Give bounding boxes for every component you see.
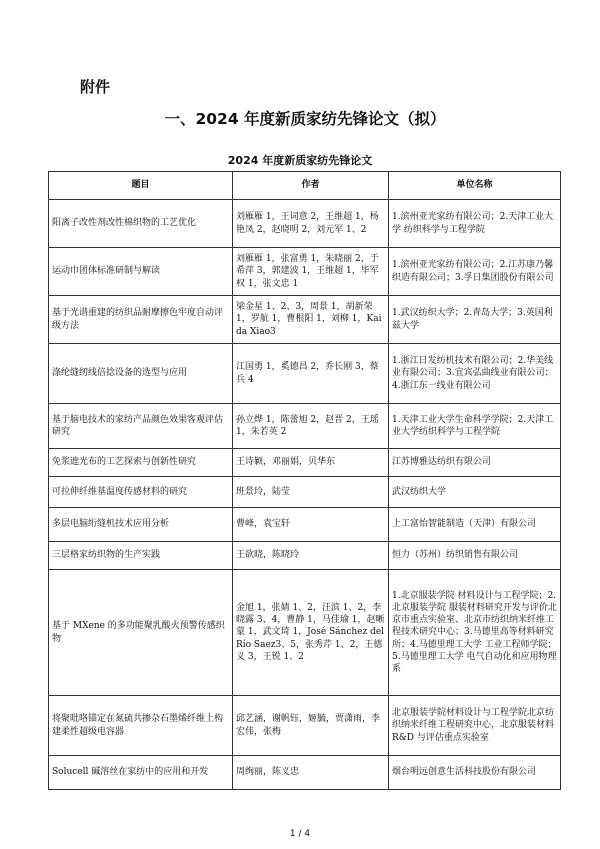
paper-units: 恒力（苏州）纺织销售有限公司 xyxy=(389,542,561,570)
attachment-label: 附件 xyxy=(80,78,111,96)
paper-title: 将聚吡咯锚定在氮硫共掺杂石墨烯纤维上构建柔性超级电容器 xyxy=(49,696,233,756)
paper-units: 北京服装学院材料设计与工程学院北京纺织纳米纤维工程研究中心，北京服装材料 R&D 与评估重点实验室 xyxy=(389,696,561,756)
table-row xyxy=(49,570,561,696)
paper-units: 江苏博雅达纺织有限公司 xyxy=(389,449,561,477)
paper-title: 可拉伸纤维基温度传感材料的研究 xyxy=(49,477,233,508)
table-header-row xyxy=(49,172,561,200)
paper-units: 1.武汉纺织大学；2.青岛大学；3.英国利兹大学 xyxy=(389,296,561,344)
papers-table xyxy=(48,171,561,790)
paper-title: 运动巾团体标准研制与解读 xyxy=(49,248,233,296)
paper-title: 阳离子改性剂改性棉织物的工艺优化 xyxy=(49,200,233,248)
table-row xyxy=(49,477,561,508)
section-heading: 一、2024 年度新质家纺先锋论文（拟） xyxy=(164,110,446,128)
paper-authors: 刘雁雁 1，王词意 2，王维超 1，杨艳凤 2，赵晓明 2，刘元军 1、2 xyxy=(233,200,389,248)
paper-title: 涤纶缝纫线倍捻设备的选型与应用 xyxy=(49,344,233,404)
paper-units: 1.北京服装学院 材料设计与工程学院；2.北京服装学院 服装材料研究开发与评价北京市重点实验室、北京市纺织纳米纤维工程技术研究中心；3.马德里高等材料研究所；4.马德里理工大学 工业工程师学院；5.马德里理工大学 电气自动化和应用物理系 xyxy=(389,570,561,696)
paper-authors: 梁金星 1、2、3，周景 1，胡新荣 1，罗航 1，曹根阳 1，刘柳 1，Kaida Xiao3 xyxy=(233,296,389,344)
paper-units: 1.滨州亚光家纺有限公司；2.天津工业大学 纺织科学与工程学院 xyxy=(389,200,561,248)
paper-title: 基于脑电技术的家纺产品颜色效果客观评估研究 xyxy=(49,404,233,449)
table-row xyxy=(49,508,561,542)
paper-authors: 班景玲，陆莹 xyxy=(233,477,389,508)
paper-authors: 孙立烨 1，陈蕾旭 2，赵晋 2，王瑶 1，朱若英 2 xyxy=(233,404,389,449)
table-row xyxy=(49,542,561,570)
paper-title: Solucell 碱溶丝在家纺中的应用和开发 xyxy=(49,756,233,790)
paper-title: 基于 MXene 的多功能聚乳酸火预警传感织物 xyxy=(49,570,233,696)
table-row xyxy=(49,696,561,756)
table-row xyxy=(49,404,561,449)
page-number: 1 / 4 xyxy=(289,829,311,839)
paper-authors: 江国勇 1，奚德昌 2，乔长刚 3，蔡兵 4 xyxy=(233,344,389,404)
paper-authors: 周绚丽，陈义忠 xyxy=(233,756,389,790)
table-row xyxy=(49,449,561,477)
paper-authors: 曹峰，袁宝轩 xyxy=(233,508,389,542)
table-row xyxy=(49,756,561,790)
paper-units: 武汉纺织大学 xyxy=(389,477,561,508)
table-row xyxy=(49,344,561,404)
paper-authors: 王欲晓，陈晓玲 xyxy=(233,542,389,570)
paper-authors: 王诗颖，邓丽娟，贝华东 xyxy=(233,449,389,477)
header-units: 单位名称 xyxy=(389,172,561,200)
paper-units: 上工富怡智能制造（天津）有限公司 xyxy=(389,508,561,542)
paper-title: 免浆遮光布的工艺探索与创新性研究 xyxy=(49,449,233,477)
header-authors: 作者 xyxy=(233,172,389,200)
paper-units: 1.天津工业大学生命科学学院；2.天津工业大学纺织科学与工程学院 xyxy=(389,404,561,449)
table-row xyxy=(49,296,561,344)
paper-authors: 刘雁雁 1，张富勇 1，朱晓丽 2，于希萍 3，郭建波 1，王维超 1，毕军权 1，张文忠 1 xyxy=(233,248,389,296)
paper-authors: 金旭 1，张婧 1、2，汪滨 1、2，李晓露 3、4，曹静 1，马佳瑜 1，赵晰蒙 1，武文琦 1，José Sánchez delRío Saez3、5，张秀芹 1、2，王德义 3，王锐 1、2 xyxy=(233,570,389,696)
table-row xyxy=(49,248,561,296)
paper-title: 多层电脑绗缝机技术应用分析 xyxy=(49,508,233,542)
paper-units: 烟台明远创意生活科技股份有限公司 xyxy=(389,756,561,790)
header-title: 题目 xyxy=(49,172,233,200)
table-caption: 2024 年度新质家纺先锋论文 xyxy=(227,154,373,167)
paper-title: 三层格家纺织物的生产实践 xyxy=(49,542,233,570)
paper-title: 基于光谱重建的纺织品耐摩擦色牢度自动评级方法 xyxy=(49,296,233,344)
paper-units: 1.浙江日发纺机技术有限公司；2.华美线业有限公司；3.宜宾弘曲线业有限公司；4.浙江东一线业有限公司 xyxy=(389,344,561,404)
table-row xyxy=(49,200,561,248)
paper-authors: 邱艺涵，谢帆钰，姬毓，贾潇雨，李宏伟，张梅 xyxy=(233,696,389,756)
paper-units: 1.滨州亚光家纺有限公司；2.江苏康乃馨织造有限公司；3.孚日集团股份有限公司 xyxy=(389,248,561,296)
